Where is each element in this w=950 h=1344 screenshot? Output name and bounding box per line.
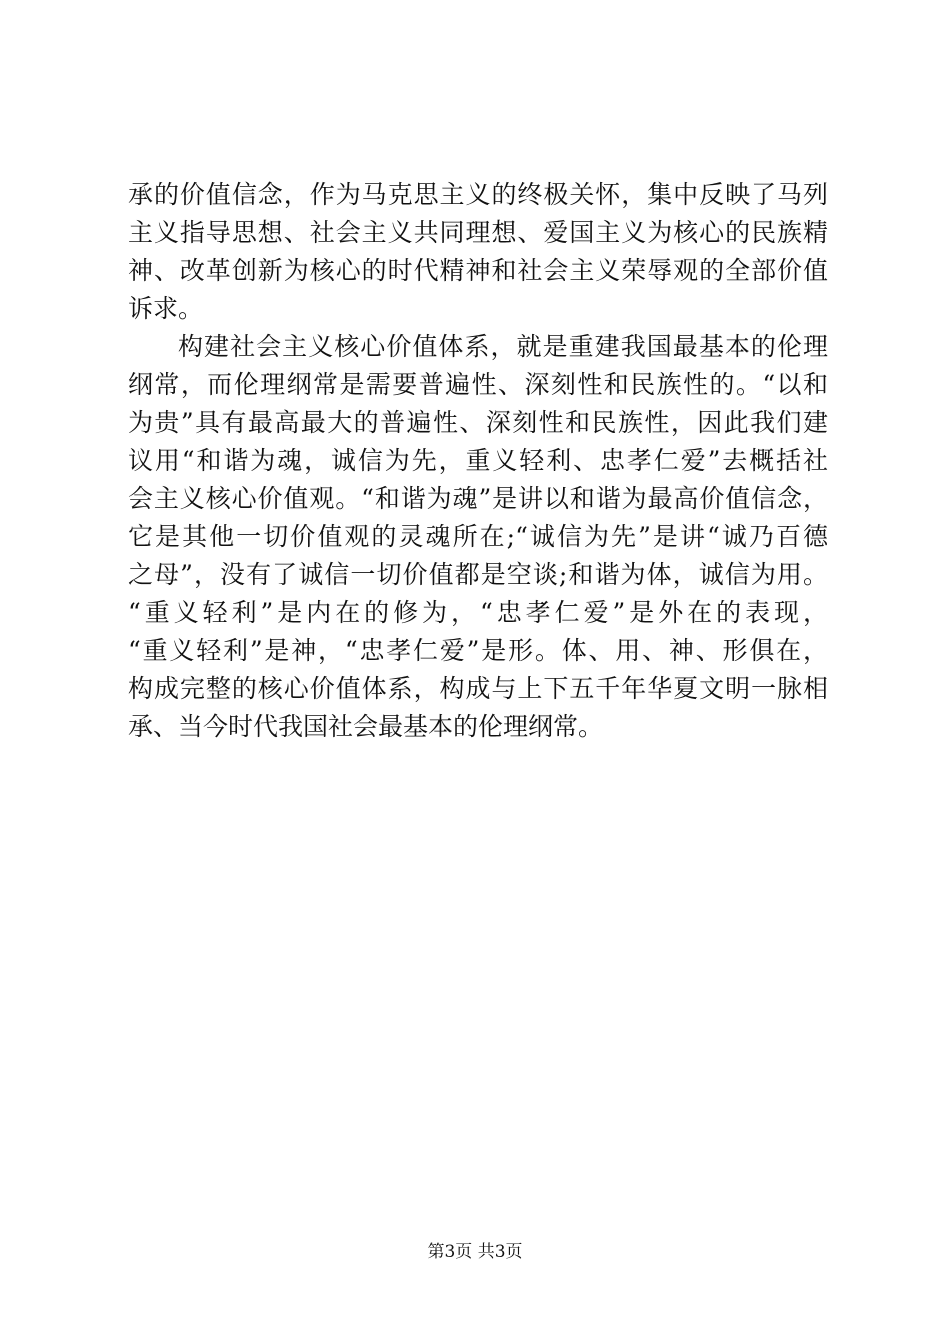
paragraph-line: “重义轻利”是内在的修为，“忠孝仁爱”是外在的表现， — [128, 598, 828, 627]
paragraph-2 — [128, 328, 828, 746]
paragraph-line: 承、当今时代我国社会最基本的伦理纲常。 — [128, 712, 604, 741]
paragraph-line: 主义指导思想、社会主义共同理想、爱国主义为核心的民族精 — [128, 218, 828, 247]
paragraph-line: 会主义核心价值观。“和谐为魂”是讲以和谐为最高价值信念， — [128, 484, 828, 513]
page-footer — [0, 1240, 950, 1264]
paragraph-line: 承的价值信念，作为马克思主义的终极关怀，集中反映了马列 — [128, 180, 828, 209]
paragraph-line: 议用“和谐为魂，诚信为先，重义轻利、忠孝仁爱”去概括社 — [128, 446, 828, 475]
paragraph-line: 它是其他一切价值观的灵魂所在;“诚信为先”是讲“诚乃百德 — [128, 522, 828, 551]
paragraph-1 — [128, 176, 828, 328]
paragraph-line: “重义轻利”是神，“忠孝仁爱”是形。体、用、神、形俱在， — [128, 636, 828, 665]
paragraph-line: 纲常，而伦理纲常是需要普遍性、深刻性和民族性的。“以和 — [128, 370, 828, 399]
paragraph-line: 之母”，没有了诚信一切价值都是空谈;和谐为体，诚信为用。 — [128, 560, 828, 589]
paragraph-line: 为贵”具有最高最大的普遍性、深刻性和民族性，因此我们建 — [128, 408, 828, 437]
paragraph-line: 构建社会主义核心价值体系，就是重建我国最基本的伦理 — [178, 332, 828, 361]
paragraph-line: 构成完整的核心价值体系，构成与上下五千年华夏文明一脉相 — [128, 674, 828, 703]
paragraph-line: 神、改革创新为核心的时代精神和社会主义荣辱观的全部价值 — [128, 256, 828, 285]
document-body — [128, 176, 828, 746]
page-number: 第3页 共3页 — [427, 1242, 523, 1262]
paragraph-line: 诉求。 — [128, 294, 204, 323]
